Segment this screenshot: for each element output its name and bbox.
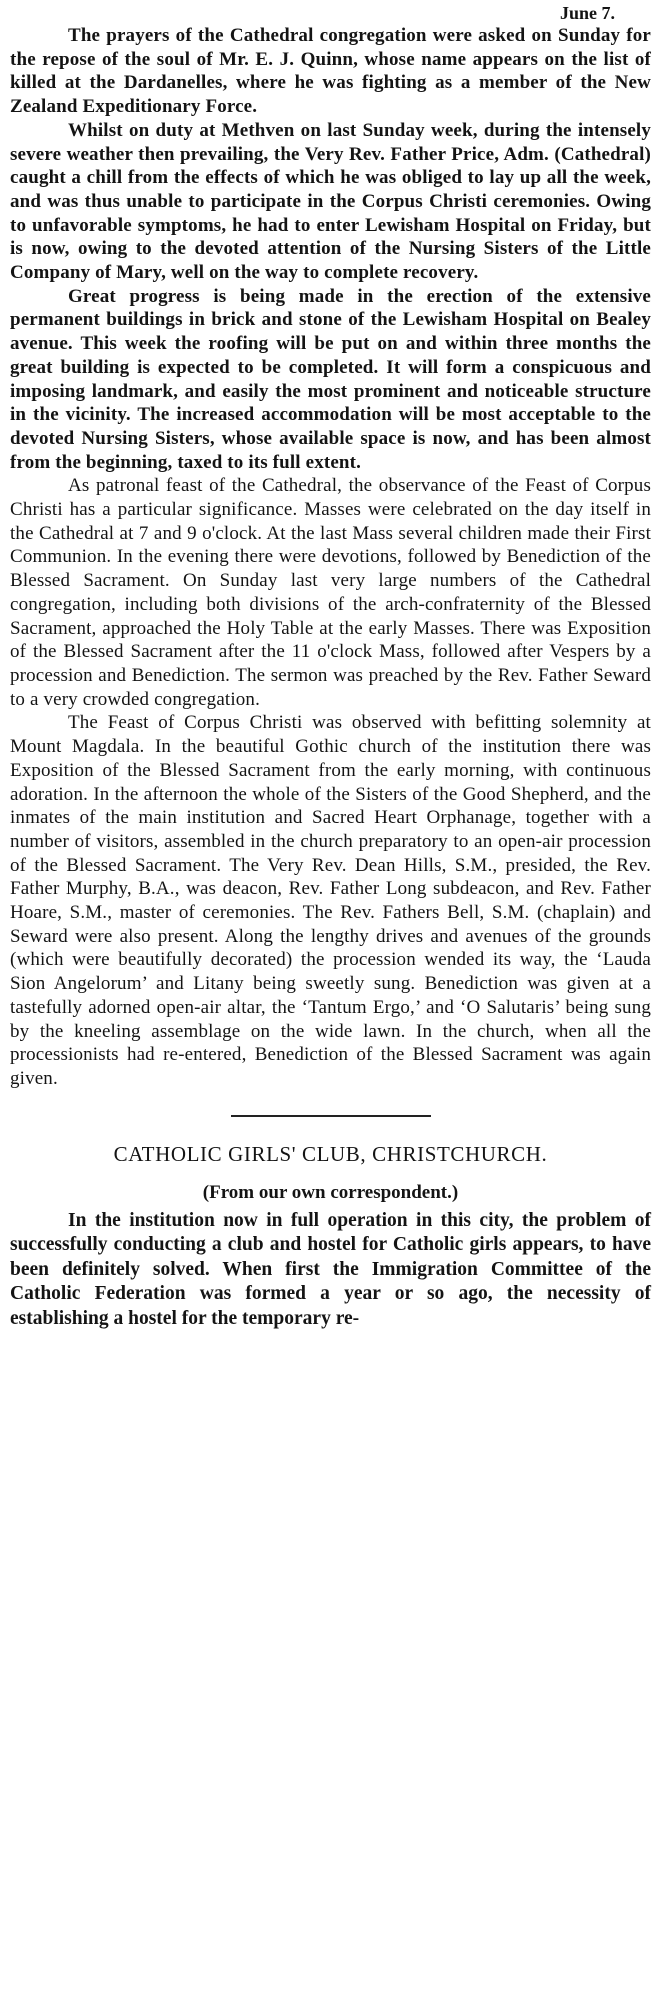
girls-club-section [10,1141,651,1332]
page-date: June 7. [559,3,615,23]
section-paragraph: In the institution now in full operation in this city, the problem of successfully conducting a club and hostel for Catholic girls appears, to have been definitely solved. When first the Immigration Committee of the Catholic Federation was formed a year or so ago, the necessity of establishing a hostel for the temporary re- [10,1209,651,1329]
news-paragraph-father-price: Whilst on duty at Methven on last Sunday week, during the intensely severe weather then prevailing, the Very Rev. Father Price, Adm. (Cathedral) caught a chill from the effects of which he was obliged to lay up all the week, and was thus unable to participate in the Corpus Christi ceremonies. Owing to unfavorable symptoms, he had to enter Lewisham Hospital on Friday, but is now, owing to the devoted attention of the Nursing Sisters of the Little Company of Mary, well on the way to complete recovery. [10,119,651,284]
section-divider [231,1115,431,1117]
section-byline: (From our own correspondent.) [202,1181,459,1203]
news-paragraph-mount-magdala: The Feast of Corpus Christi was observed with befitting solemnity at Mount Magdala. In the beautiful Gothic church of the institution there was Exposition of the Blessed Sacrament from the early morning, with continuous adoration. In the afternoon the whole of the Sisters of the Good Shepherd, and the inmates of the main institution and Sacred Heart Orphanage, together with a number of visitors, assembled in the church preparatory to an open-air procession of the Blessed Sacrament. The Very Rev. Dean Hills, S.M., presided, the Rev. Father Murphy, B.A., was deacon, Rev. Father Long subdeacon, and Rev. Father Hoare, S.M., master of ceremonies. The Rev. Fathers Bell, S.M. (chaplain) and Seward were also present. Along the lengthy drives and avenues of the grounds (which were beautifully decorated) the procession wended its way, the ‘Lauda Sion Angelorum’ and Litany being sweetly sung. Benediction was given at a tastefully adorned open-air altar, the ‘Tantum Ergo,’ and ‘O Salutaris’ being sung by the kneeling assemblage on the wide lawn. In the church, when all the processionists had re-entered, Benediction of the Blessed Sacrament was again given. [10,712,651,1089]
news-paragraph-lewisham-hospital: Great progress is being made in the erection of the extensive permanent buildings in brick and stone of the Lewisham Hospital on Bealey avenue. This week the roofing will be put on and within three months the great building is expected to be completed. It will form a conspicuous and imposing landmark, and easily the most prominent and noticeable structure in the vicinity. The increased accommodation will be most acceptable to the devoted Nursing Sisters, whose available space is now, and has been almost from the beginning, taxed to its full extent. [10,285,651,473]
news-paragraph-quinn: The prayers of the Cathedral congregation were asked on Sunday for the repose of the soul of Mr. E. J. Quinn, whose name appears on the list of killed at the Dardanelles, where he was fighting as a member of the New Zealand Expeditionary Force. [10,25,651,118]
news-paragraph-corpus-christi: As patronal feast of the Cathedral, the observance of the Feast of Corpus Christi has a particular significance. Masses were celebrated on the day itself in the Cathedral at 7 and 9 o'clock. At the last Mass several children made their First Communion. In the evening there were devotions, followed by Benediction of the Blessed Sacrament. On Sunday last very large numbers of the Cathedral congregation, including both divisions of the arch-confraternity of the Blessed Sacrament, approached the Holy Table at the early Masses. There was Exposition of the Blessed Sacrament after the 11 o'clock Mass, followed after Vespers by a procession and Benediction. The sermon was preached by the Rev. Father Seward to a very crowded congregation. [10,475,651,710]
news-column [10,24,651,1091]
section-title: CATHOLIC GIRLS' CLUB, CHRISTCHURCH. [113,1141,548,1166]
